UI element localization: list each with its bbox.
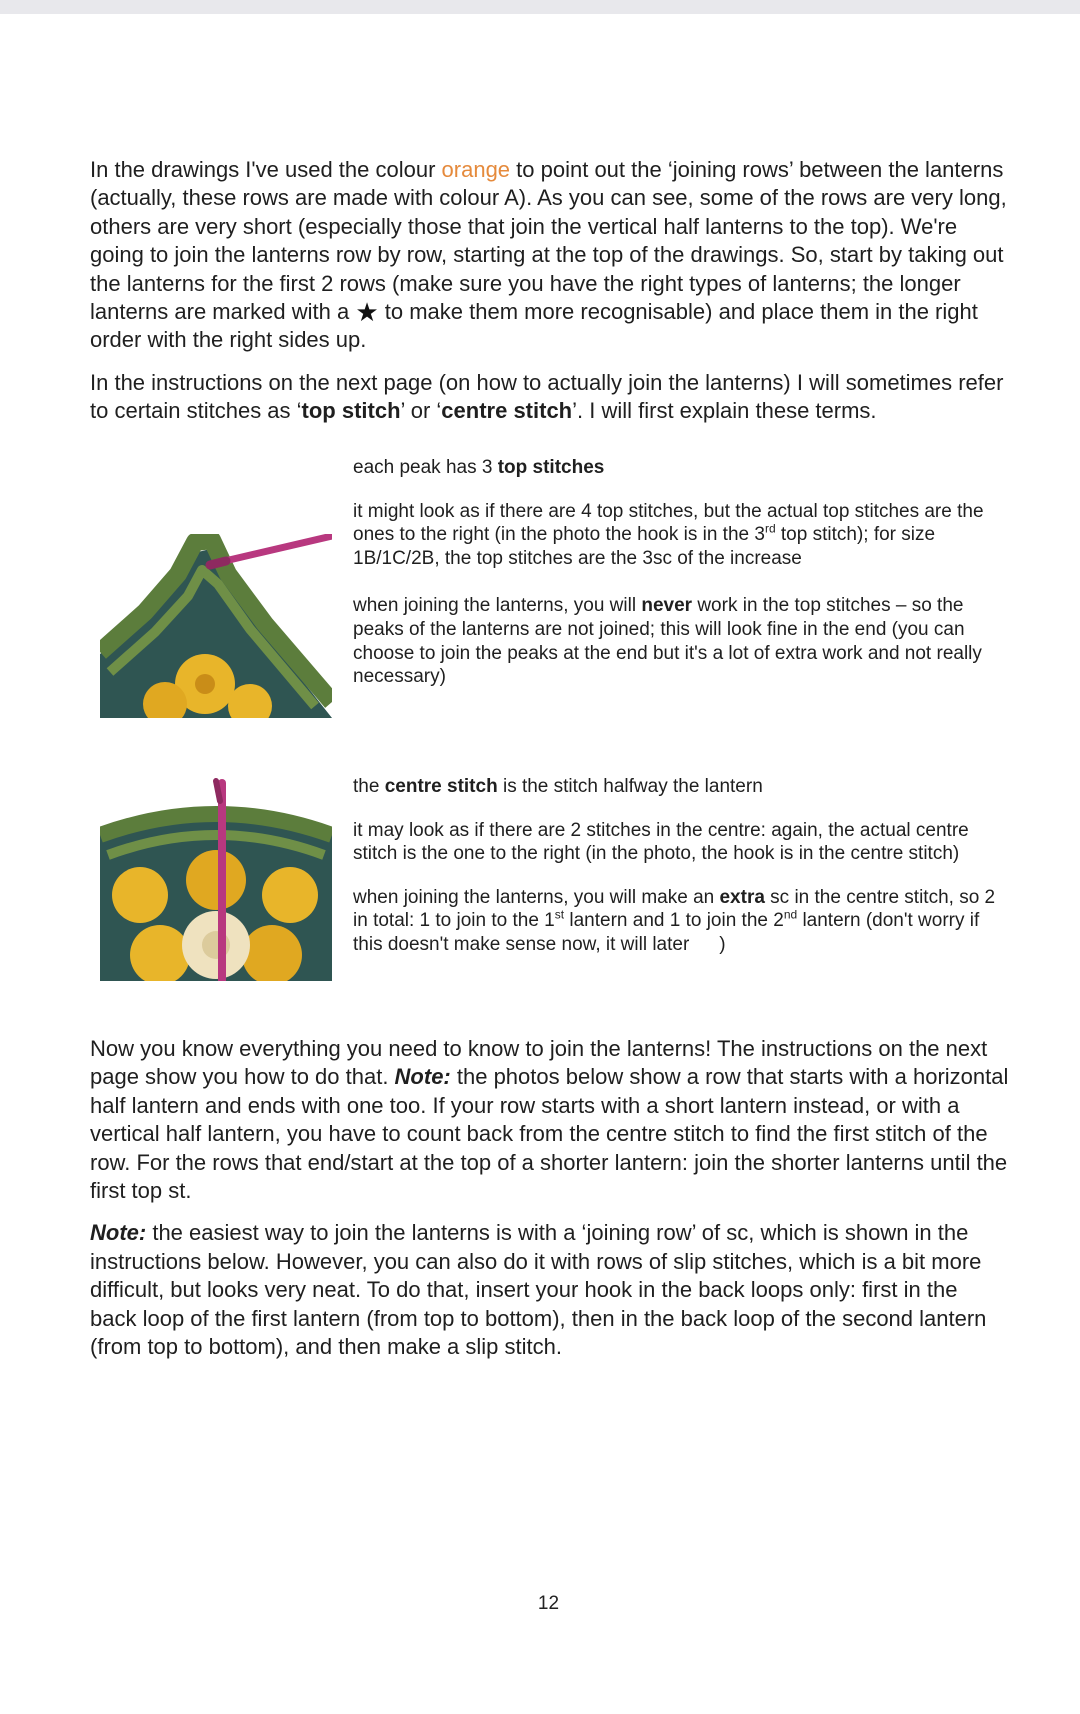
- centre-note-1: the centre stitch is the stitch halfway the lantern: [353, 776, 763, 797]
- centre-stitch-notes: [353, 775, 1013, 981]
- top-bar: [0, 0, 1080, 14]
- top-stitch-section: [100, 457, 1010, 728]
- page-number: 12: [537, 1593, 560, 1614]
- top-stitch-notes: [353, 456, 1013, 713]
- star-icon: ★: [355, 297, 379, 328]
- intro-paragraph: In the drawings I've used the colour orange to point out the ‘joining rows’ between the lanterns (actually, these rows are made with colour A). As you can see, some of the rows are very long, others are very short (especially those that join the vertical half lanterns to the top). We're going to join the lanterns row by row, starting at the top of the drawings. So, start by taking out the lanterns for the first 2 rows (make sure you have the right types of lanterns; the longer lanterns are marked with a ★ to make them more recognisable) and place them in the right order with the right sides up.: [90, 157, 1007, 353]
- page-content: [90, 156, 1010, 440]
- term-centre-stitch: centre stitch: [441, 398, 573, 424]
- top-note-2: it might look as if there are 4 top stitches, but the actual top stitches are the ones to the right (in the photo the hook is in the 3rd top stitch); for size 1B/1C/2B, the top stitches are the 3sc of the increase: [353, 500, 984, 569]
- top-note-1: each peak has 3 top stitches: [353, 457, 605, 478]
- terms-paragraph: In the instructions on the next page (on how to actually join the lanterns) I will sometimes refer to certain stitches as ‘top stitch’ or ‘centre stitch’. I will first explain these terms.: [90, 369, 1004, 424]
- term-top-stitch: top stitch: [301, 398, 401, 424]
- centre-note-3: when joining the lanterns, you will make an extra sc in the centre stitch, so 2 in total: 1 to join to the 1st lantern and 1 to join the 2nd lantern (don't worry if this doesn't make sense now, it will later ): [353, 886, 996, 955]
- top-stitch-photo: [100, 534, 332, 718]
- centre-stitch-section: [100, 775, 1010, 985]
- centre-note-2: it may look as if there are 2 stitches in the centre: again, the actual centre stitch is the one to the right (in the photo, the hook is in the centre stitch): [353, 819, 969, 865]
- top-note-3: when joining the lanterns, you will never work in the top stitches – so the peaks of the lanterns are not joined; this will look fine in the end (you can choose to join the peaks at the end but it's a lot of extra work and not really necessary): [353, 595, 982, 688]
- centre-stitch-photo: [100, 775, 332, 981]
- join-paragraph: Now you know everything you need to know to join the lanterns! The instructions on the next page show you how to do that. Note: the photos below show a row that starts with a horizontal half lantern and ends with one too. If your row starts with a short lantern instead, or with a vertical half lantern, you have to count back from the centre stitch to find the first stitch of the row. For the rows that end/start at the top of a shorter lantern: join the shorter lanterns until the first top st.: [90, 1036, 1009, 1204]
- orange-word: orange: [441, 157, 511, 182]
- page-content-lower: [90, 1035, 1010, 1375]
- note-label-2: Note:: [90, 1220, 147, 1246]
- note-label-1: Note:: [394, 1064, 451, 1090]
- slip-stitch-paragraph: Note: the easiest way to join the lanterns is with a ‘joining row’ of sc, which is shown in the instructions below. However, you can also do it with rows of slip stitches, which is a bit more difficult, but looks very neat. To do that, insert your hook in the back loops only: first in the back loop of the first lantern (from top to bottom), then in the back loop of the second lantern (from top to bottom), and then make a slip stitch.: [90, 1220, 987, 1360]
